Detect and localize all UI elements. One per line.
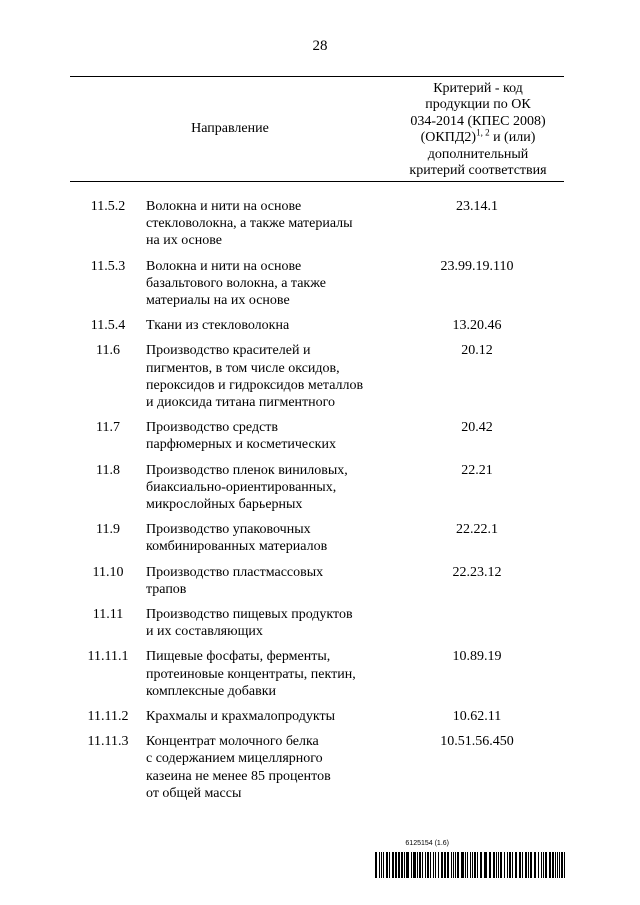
header-footnote-ref: 1, 2 [476, 127, 490, 138]
row-direction-line: биаксиально-ориентированных, [146, 479, 337, 495]
row-direction-line: парфюмерных и косметических [146, 437, 336, 453]
row-number: 11.11.1 [87, 649, 129, 665]
row-number: 11.5.2 [90, 199, 126, 214]
header-okpd-text: (ОКПД2) [420, 130, 477, 146]
row-direction [146, 198, 390, 250]
row-code: 23.14.1 [456, 199, 498, 214]
row-code: 23.99.19.110 [440, 258, 514, 274]
row-direction-line: комбинированных материалов [146, 539, 328, 555]
row-direction [146, 733, 390, 802]
table-row [70, 462, 564, 514]
row-number: 11.11.3 [87, 734, 129, 750]
row-number: 11.10 [92, 564, 124, 580]
table-row [70, 564, 564, 598]
row-code: 10.62.11 [452, 709, 502, 725]
header-okpd-tail: и (или) [489, 130, 536, 146]
row-direction [146, 342, 390, 411]
row-direction-line: Производство пленок виниловых, [146, 462, 348, 478]
header-criterion-line: 034-2014 (КПЕС 2008) [410, 113, 546, 129]
row-direction-line: комплексные добавки [146, 683, 277, 699]
header-criterion-line: Критерий - код [433, 81, 523, 96]
row-direction-line: Пищевые фосфаты, ферменты, [146, 649, 331, 665]
row-direction-line: Волокна и нити на основе [146, 258, 302, 274]
table-header [70, 76, 564, 182]
row-number: 11.5.3 [90, 258, 126, 274]
row-direction-line: Концентрат молочного белка [146, 734, 319, 750]
header-criterion [392, 81, 564, 179]
row-number: 11.7 [96, 420, 120, 436]
row-direction-line: микрослойных барьерных [146, 497, 303, 513]
row-direction-line: Ткани из стекловолокна [146, 318, 290, 334]
row-direction [146, 648, 390, 700]
row-direction-line: с содержанием мицеллярного [146, 751, 323, 767]
row-direction-line: Производство красителей и [146, 343, 311, 359]
row-direction [146, 419, 390, 453]
row-direction-line: пигментов, в том числе оксидов, [146, 360, 340, 376]
row-direction-line: стекловолокна, а также материалы [146, 216, 353, 232]
barcode-icon [375, 852, 567, 878]
row-direction-line: и их составляющих [146, 624, 263, 640]
row-direction-line: пероксидов и гидроксидов металлов [146, 377, 364, 393]
row-code: 13.20.46 [452, 318, 502, 334]
row-number: 11.8 [96, 462, 120, 478]
row-direction-line: от общей массы [146, 785, 242, 801]
row-number: 11.6 [96, 343, 120, 359]
row-direction [146, 462, 390, 514]
row-direction-line: Производство упаковочных [146, 522, 311, 538]
row-number: 11.5.4 [90, 318, 126, 334]
table-row [70, 419, 564, 453]
row-direction [146, 708, 390, 725]
row-code: 22.22.1 [456, 522, 498, 538]
row-code: 20.12 [461, 343, 493, 359]
criteria-table [70, 76, 564, 810]
row-direction-line: и диоксида титана пигментного [146, 395, 336, 411]
row-direction [146, 258, 390, 310]
table-row [70, 198, 564, 250]
row-code: 20.42 [461, 420, 493, 436]
row-code: 10.89.19 [452, 649, 502, 665]
page-number: 28 [312, 38, 328, 54]
row-code: 22.21 [461, 462, 493, 478]
table-row [70, 342, 564, 411]
table-row [70, 708, 564, 725]
header-criterion-line: критерий соответствия [409, 163, 547, 179]
row-direction [146, 606, 390, 640]
table-row [70, 258, 564, 310]
row-direction-line: протеиновые концентраты, пектин, [146, 666, 356, 682]
row-direction-line: Производство пластмассовых [146, 564, 324, 580]
barcode-area [375, 840, 567, 880]
table-row [70, 648, 564, 700]
row-code [390, 606, 564, 640]
row-direction-line: Производство пищевых продуктов [146, 607, 353, 623]
row-direction [146, 521, 390, 555]
table-row [70, 606, 564, 640]
barcode-text: 6125154 (1.6) [405, 840, 449, 847]
row-direction-line: казеина не менее 85 процентов [146, 768, 331, 784]
row-number: 11.9 [96, 522, 120, 538]
row-number: 11.11.2 [87, 709, 129, 725]
table-row [70, 521, 564, 555]
row-code: 10.51.56.450 [440, 734, 514, 750]
row-direction [146, 317, 390, 334]
row-direction-line: на их основе [146, 233, 222, 249]
row-direction [146, 564, 390, 598]
header-criterion-line: дополнительный [427, 146, 529, 162]
table-body [70, 182, 564, 802]
row-direction-line: базальтового волокна, а также [146, 275, 326, 291]
header-criterion-line: продукции по ОК [425, 97, 531, 113]
row-direction-line: материалы на их основе [146, 293, 290, 309]
row-direction-line: Производство средств [146, 420, 279, 436]
row-direction-line: трапов [146, 581, 187, 597]
table-row [70, 317, 564, 334]
row-code: 22.23.12 [452, 564, 502, 580]
row-number: 11.11 [92, 607, 124, 623]
row-direction-line: Крахмалы и крахмалопродукты [146, 709, 335, 725]
header-criterion-okpd-line [392, 127, 564, 146]
table-row [70, 733, 564, 802]
row-direction-line: Волокна и нити на основе [146, 199, 302, 214]
header-direction: Направление [191, 121, 269, 136]
